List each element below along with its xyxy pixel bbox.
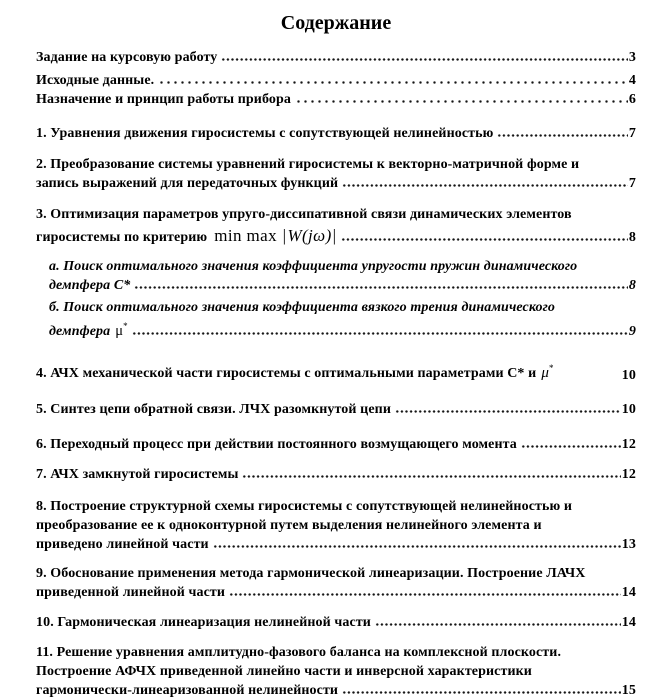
toc-entry-text: 11. Решение уравнения амплитудно-фазового баланса на комплексной плоскости. xyxy=(36,644,562,660)
dot-leader xyxy=(521,439,621,448)
toc-entry-line xyxy=(49,317,636,341)
toc-entry-line xyxy=(36,400,636,419)
toc-entry-4 xyxy=(36,359,636,383)
dot-leader xyxy=(134,280,628,289)
mu-glyph: μ xyxy=(541,364,549,381)
toc-page-number: 7 xyxy=(628,126,636,141)
toc-entry-ishodnye xyxy=(36,71,636,90)
toc-entry-text: Назначение и принцип работы прибора xyxy=(36,92,291,107)
toc-entry-text: 4. АЧХ механической части гиросистемы с оптимальными параметрами С* и xyxy=(36,365,537,381)
toc-entry-8 xyxy=(36,497,636,554)
toc-entry-text: 9. Обоснование применения метода гармонической линеаризации. Построение ЛАЧХ xyxy=(36,565,586,581)
dot-leader xyxy=(158,75,628,84)
toc-entry-line xyxy=(36,359,636,383)
toc-entry-zadanie xyxy=(36,48,636,67)
toc-entry-line xyxy=(36,174,636,193)
toc-entry-line xyxy=(36,583,636,602)
formula-bar: | xyxy=(282,226,287,245)
mu-symbol xyxy=(115,317,127,341)
toc-entry-text: 1. Уравнения движения гиросистемы с сопутствующей нелинейностью xyxy=(36,126,494,141)
dot-leader xyxy=(342,685,621,694)
toc-entry-text: гиросистемы по критерию xyxy=(36,230,208,245)
toc-page-number: 10 xyxy=(621,367,636,383)
toc-entry-1 xyxy=(36,124,636,143)
toc-entry-line xyxy=(36,681,636,700)
dot-leader xyxy=(497,128,627,137)
toc-entry-text: приведенной линейной части xyxy=(36,584,226,600)
toc-page-number: 7 xyxy=(628,176,636,191)
toc-entry-line xyxy=(36,435,636,454)
toc-entry-11 xyxy=(36,643,636,700)
dot-leader xyxy=(341,232,627,241)
toc-entry-text: демпфера С* xyxy=(49,278,131,293)
toc-entry-text: 10. Гармоническая линеаризация нелинейной части xyxy=(36,614,371,630)
toc-page-number: 12 xyxy=(621,436,636,452)
mu-glyph: μ xyxy=(115,322,124,339)
toc-entry-line xyxy=(36,71,636,90)
toc-entry-line xyxy=(36,465,636,484)
toc-entry-text: 6. Переходный процесс при действии постоянного возмущающего момента xyxy=(36,436,517,452)
formula-bar: | xyxy=(332,226,337,245)
toc-entry-6 xyxy=(36,435,636,454)
toc-entry-line xyxy=(36,48,636,67)
dot-leader xyxy=(342,178,628,187)
toc-page-number: 14 xyxy=(621,584,636,600)
dot-leader xyxy=(213,539,621,548)
asterisk-superscript: * xyxy=(548,362,554,373)
dot-leader xyxy=(221,52,627,61)
toc-entry-line xyxy=(36,224,636,247)
toc-page-number: 8 xyxy=(628,230,636,245)
toc-entry-text: Задание на курсовую работу xyxy=(36,50,218,65)
toc-entry-9 xyxy=(36,564,636,602)
toc-entry-text: б. Поиск оптимального значения коэффициента вязкого трения динамического xyxy=(49,300,555,315)
toc-entry-text: приведено линейной части xyxy=(36,536,209,552)
toc-page-number: 6 xyxy=(628,92,636,107)
toc-entry-text: 8. Построение структурной схемы гиросистемы с сопутствующей нелинейностью и xyxy=(36,498,573,514)
toc-entry-text: запись выражений для передаточных функций xyxy=(36,176,339,191)
toc-entry-2 xyxy=(36,155,636,193)
toc-entry-text: а. Поиск оптимального значения коэффициента упругости пружин динамического xyxy=(49,259,578,274)
dot-leader xyxy=(132,326,628,335)
page-title: Содержание xyxy=(280,12,392,34)
dot-leader xyxy=(242,469,620,478)
toc-page-number: 12 xyxy=(621,466,636,482)
toc-entry-text: 2. Преобразование системы уравнений гиросистемы к векторно-матричной форме и xyxy=(36,157,580,172)
toc-page-number: 3 xyxy=(628,50,636,65)
toc-entry-text: Исходные данные. xyxy=(36,73,155,88)
toc-page-number: 8 xyxy=(628,278,636,293)
toc-subentry-b xyxy=(49,298,636,341)
toc-entry-text: Построение АФЧХ приведенной линейно части и инверсной характеристики xyxy=(36,663,532,679)
toc-entry-line xyxy=(36,535,636,554)
dot-leader xyxy=(395,404,621,413)
dot-leader xyxy=(295,94,628,103)
toc-entry-line xyxy=(49,276,636,295)
toc-page-number: 13 xyxy=(621,536,636,552)
toc-page-number: 10 xyxy=(621,401,636,417)
toc-entry-5 xyxy=(36,400,636,419)
toc-page-number: 9 xyxy=(628,323,636,339)
toc-entry-text: преобразование ее к одноконтурной путем выделения нелинейного элемента и xyxy=(36,517,542,533)
toc-entry-text: 5. Синтез цепи обратной связи. ЛЧХ разомкнутой цепи xyxy=(36,401,391,417)
toc-entry-text: демпфера xyxy=(49,323,111,339)
spacer xyxy=(558,368,621,377)
toc-page-number: 14 xyxy=(621,614,636,630)
toc-entry-line xyxy=(36,124,636,143)
toc-entry-3 xyxy=(36,205,636,247)
toc-entry-text: 3. Оптимизация параметров упруго-диссипативной связи динамических элементов xyxy=(36,207,572,222)
asterisk-superscript: * xyxy=(123,321,128,331)
toc-page-number: 15 xyxy=(621,682,636,698)
formula-transfer-function: W(jω) xyxy=(287,226,332,245)
dot-leader xyxy=(375,617,621,626)
toc-entry-10 xyxy=(36,613,636,632)
toc-entry-7 xyxy=(36,465,636,484)
toc-entry-line xyxy=(36,90,636,109)
mu-symbol xyxy=(541,359,553,383)
dot-leader xyxy=(229,587,621,596)
toc-entry-naznachenie xyxy=(36,90,636,109)
toc-entry-line xyxy=(36,613,636,632)
toc-subentry-a xyxy=(49,257,636,295)
criterion-minmax-formula xyxy=(214,224,337,247)
toc-page-number: 4 xyxy=(628,73,636,88)
toc-entry-text: 7. АЧХ замкнутой гиросистемы xyxy=(36,466,239,482)
formula-minmax: min max xyxy=(214,226,277,245)
toc-entry-text: гармонически-линеаризованной нелинейности xyxy=(36,682,339,698)
